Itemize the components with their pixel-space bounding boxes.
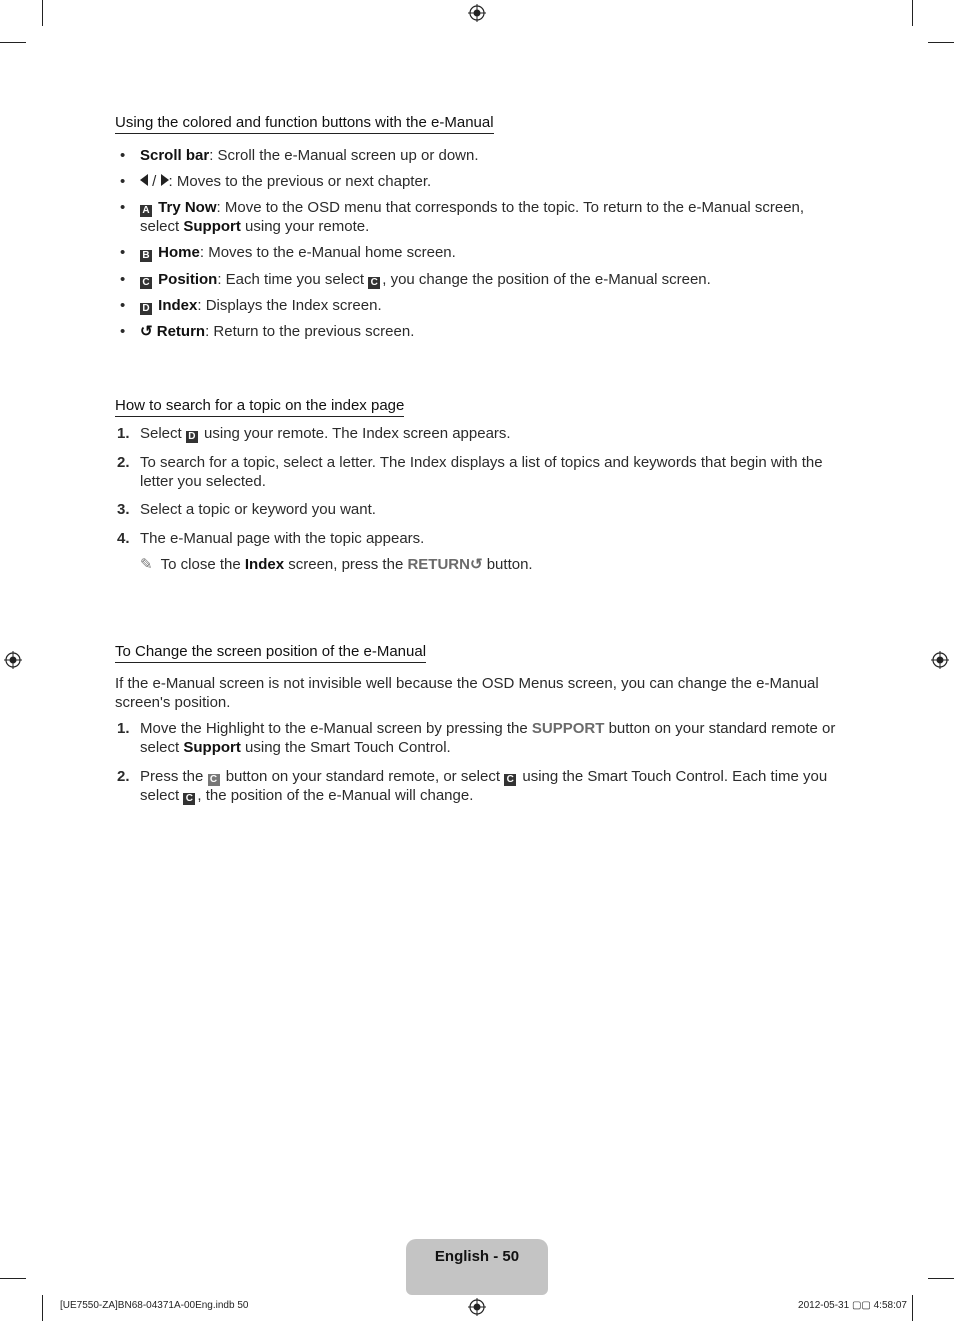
d-button-icon: D xyxy=(140,303,152,315)
footer-file-info: [UE7550-ZA]BN68-04371A-00Eng.indb 50 xyxy=(60,1300,249,1311)
crop-mark xyxy=(42,0,43,26)
b-button-icon: B xyxy=(140,250,152,262)
c-button-icon: C xyxy=(208,774,220,786)
c-button-icon: C xyxy=(504,774,516,786)
crop-mark xyxy=(928,1278,954,1279)
c-button-icon: C xyxy=(140,277,152,289)
intro-paragraph: If the e-Manual screen is not invisible well because the OSD Menus screen, you can change the e-Manual screen's position. xyxy=(115,675,819,711)
arrow-right-icon xyxy=(161,174,169,186)
footer-timestamp: 2012-05-31 ▢▢ 4:58:07 xyxy=(798,1300,907,1311)
crop-mark xyxy=(0,42,26,43)
pencil-icon: ✎ xyxy=(140,556,153,573)
registration-mark-icon xyxy=(468,1298,486,1316)
section-title-screen-position: To Change the screen position of the e-Manual xyxy=(115,643,426,663)
c-button-icon: C xyxy=(183,793,195,805)
page-number-tab: English - 50 xyxy=(406,1239,548,1295)
c-button-icon: C xyxy=(368,277,380,289)
note: ✎ To close the Index screen, press the RETURN↺ button. xyxy=(140,556,533,573)
crop-mark xyxy=(912,1295,913,1321)
section-title-index-search: How to search for a topic on the index page xyxy=(115,397,404,417)
registration-mark-icon xyxy=(4,651,22,669)
crop-mark xyxy=(0,1278,26,1279)
registration-mark-icon xyxy=(468,4,486,22)
arrow-left-icon xyxy=(140,174,148,186)
return-icon: ↺ xyxy=(469,556,483,573)
registration-mark-icon xyxy=(931,651,949,669)
section-title-colored-buttons: Using the colored and function buttons with the e-Manual xyxy=(115,114,494,134)
crop-mark xyxy=(928,42,954,43)
return-icon: ↺ xyxy=(140,323,153,340)
crop-mark xyxy=(42,1295,43,1321)
a-button-icon: A xyxy=(140,205,152,217)
d-button-icon: D xyxy=(186,431,198,443)
crop-mark xyxy=(912,0,913,26)
